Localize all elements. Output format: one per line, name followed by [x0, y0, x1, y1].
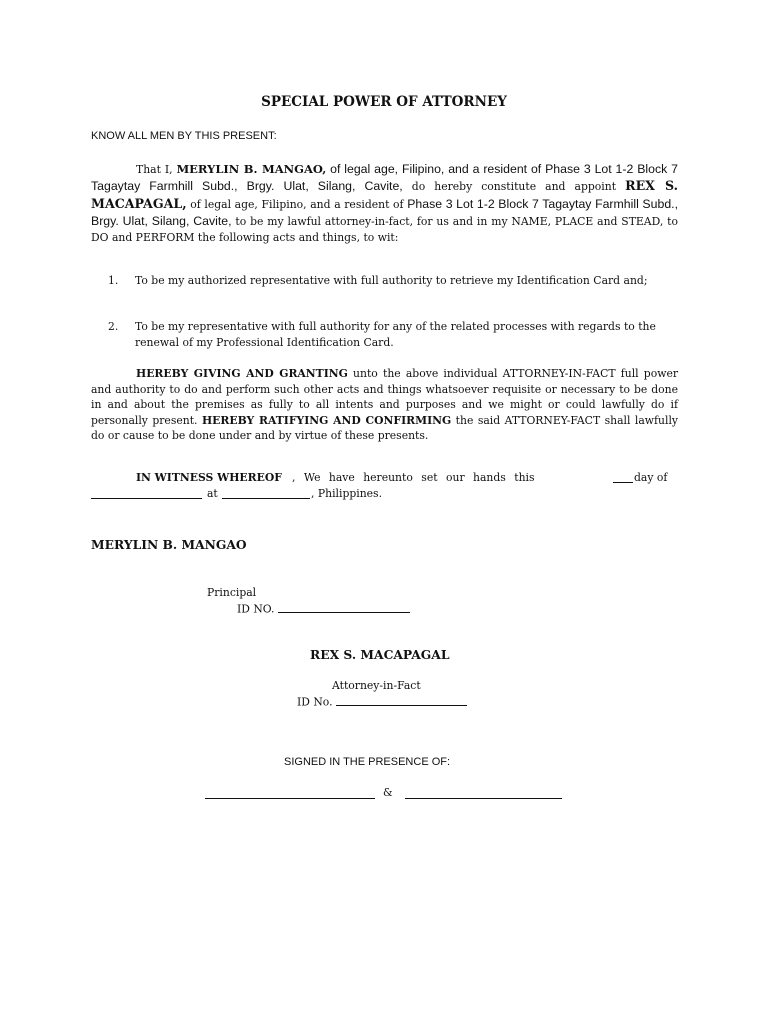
witness-1-signature-line: [205, 798, 375, 799]
intro-line: KNOW ALL MEN BY THIS PRESENT:: [91, 130, 277, 142]
principal-signature-name: MERYLIN B. MANGAO: [91, 537, 247, 552]
p1-text-2: of legal age, Filipino, and a resident of Phase 3 Lot 1-2 Block 7 Tagaytay Farmhill Subd., Brgy. Ulat, Silang, Cavite,: [91, 162, 679, 194]
document-title: SPECIAL POWER OF ATTORNEY: [261, 94, 507, 110]
principal-id-blank: [278, 602, 410, 613]
list-item-number: 1.: [108, 274, 119, 287]
p1-text-5: Phase 3 Lot 1-2 Block 7 Tagaytay Farmhill Subd., Brgy. Ulat, Silang, Cavite,: [91, 196, 678, 228]
principal-id-line: [237, 602, 410, 616]
witness-text: , We have hereunto set our hands this: [292, 471, 535, 484]
principal-label: Principal: [207, 586, 257, 599]
ampersand: &: [383, 786, 393, 799]
philippines-text: , Philippines.: [311, 486, 383, 500]
granting-heading: HEREBY GIVING AND GRANTING: [136, 367, 348, 380]
p1-text-6: to be my lawful attorney-in-fact, for us and in my NAME, PLACE and STEAD, to DO and PERFORM the following acts and things, to wit:: [91, 214, 678, 245]
at-text: at: [207, 486, 218, 500]
attorney-id-label: ID No.: [297, 695, 333, 709]
granting-paragraph: [91, 366, 678, 444]
day-of-text: day of: [634, 471, 668, 484]
list-item-text: To be my authorized representative with full authority to retrieve my Identification Card and;: [135, 274, 648, 287]
month-blank: [91, 498, 202, 499]
place-blank: [222, 498, 310, 499]
day-blank: [613, 482, 633, 483]
attorney-id-blank: [336, 695, 467, 706]
principal-id-label: ID NO.: [237, 602, 275, 616]
ratifying-heading: HEREBY RATIFYING AND CONFIRMING: [201, 413, 452, 427]
appointment-paragraph: [91, 161, 678, 246]
principal-name-inline: MERYLIN B. MANGAO,: [176, 162, 327, 176]
witness-2-signature-line: [405, 798, 562, 799]
presence-label: SIGNED IN THE PRESENCE OF:: [284, 756, 451, 768]
p1-text-1: That I,: [136, 163, 177, 176]
granting-text: unto the above individual ATTORNEY-IN-FACT full power and authority to do and perform such other acts and things whatsoever requisite or necessary to be done in and about the premises as fully to all intents and purposes and we might or could lawfully do if personally present.: [91, 367, 678, 427]
ratifying-text: the said ATTORNEY-FACT shall lawfully do or cause to be done under and by virtue of these presents.: [91, 413, 678, 442]
witness-heading: IN WITNESS WHEREOF: [136, 471, 282, 484]
list-item-number: 2.: [108, 320, 119, 333]
p1-text-4: of legal age, Filipino, and a resident of: [186, 197, 408, 211]
attorney-id-line: [297, 695, 467, 709]
list-item-text: To be my representative with full authority for any of the related processes with regards to the renewal of my Professional Identification Card.: [135, 320, 656, 349]
p1-text-3: do hereby constitute and appoint: [402, 180, 626, 194]
attorney-label: Attorney-in-Fact: [332, 679, 421, 692]
witness-paragraph: [91, 470, 678, 501]
attorney-signature-name: REX S. MACAPAGAL: [310, 647, 450, 662]
attorney-name-inline: REX S. MACAPAGAL,: [91, 178, 678, 211]
